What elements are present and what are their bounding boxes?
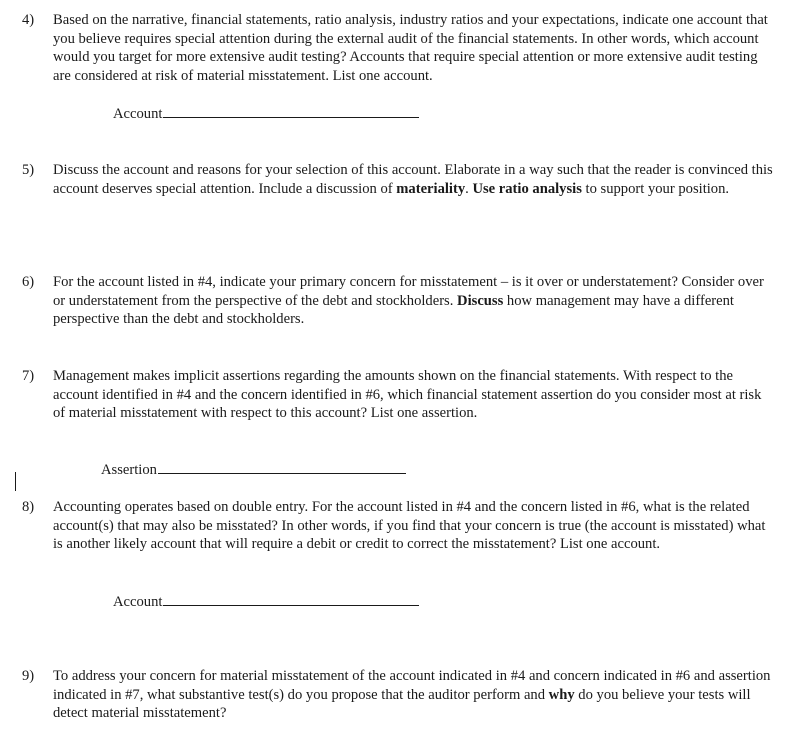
account-label: Account (113, 594, 163, 610)
account-label: Account (113, 106, 163, 122)
account-field-2[interactable] (113, 591, 419, 612)
assertion-label: Assertion (101, 462, 157, 478)
question-4 (22, 11, 774, 85)
question-number: 6) (22, 274, 35, 290)
question-6 (22, 273, 774, 329)
question-9 (22, 667, 774, 723)
question-number: 5) (22, 162, 35, 178)
assertion-blank-line[interactable] (158, 459, 406, 474)
question-number: 4) (22, 12, 35, 28)
question-5 (22, 161, 774, 198)
question-text: Discuss the account and reasons for your selection of this account. Elaborate in a way such that the reader is convinced this account deserves special attention. Include a discussion of materiality. Use ratio analysis to support your position. (53, 162, 773, 197)
assertion-field[interactable] (101, 459, 406, 480)
question-text: Accounting operates based on double entry. For the account listed in #4 and the concern listed in #6, what is the related account(s) that may also be misstated? In other words, if you find that your concern is true (the account is misstated) what is another likely account that will require a debit or credit to correct the misstatement? List one account. (53, 499, 766, 553)
question-number: 9) (22, 668, 35, 684)
question-8 (22, 498, 774, 554)
question-7 (22, 367, 774, 423)
bold-term-discuss: Discuss (457, 292, 504, 309)
account-blank-line[interactable] (163, 591, 419, 606)
question-number: 7) (22, 368, 35, 384)
bold-term-why: why (548, 686, 575, 703)
account-blank-line[interactable] (163, 103, 419, 118)
bold-term-ratio-analysis: Use ratio analysis (472, 180, 582, 197)
account-field-1[interactable] (113, 103, 419, 124)
bold-term-materiality: materiality (396, 180, 466, 197)
question-text: Management makes implicit assertions regarding the amounts shown on the financial statements. With respect to the account identified in #4 and the concern identified in #6, which financial statement assertion do you consider most at risk of material misstatement with respect to this account? List one assertion. (53, 368, 762, 422)
question-text: To address your concern for material misstatement of the account indicated in #4 and concern indicated in #6 and assertion indicated in #7, what substantive test(s) do you propose that the auditor perform and why do you believe your tests will detect material misstatement? (53, 668, 771, 722)
question-text: Based on the narrative, financial statements, ratio analysis, industry ratios and your expectations, indicate one account that you believe requires special attention during the external audit of the financial statements. In other words, which account would you target for more extensive audit testing? Accounts that require special attention or more extensive audit testing are considered at risk of material misstatement. List one account. (53, 12, 768, 84)
question-number: 8) (22, 499, 35, 515)
text-cursor (15, 472, 16, 491)
question-text: For the account listed in #4, indicate your primary concern for misstatement – is it over or understatement? Consider over or understatement from the perspective of the debt and stockholders. Discuss how management may have a different perspective than the debt and stockholders. (53, 274, 764, 328)
